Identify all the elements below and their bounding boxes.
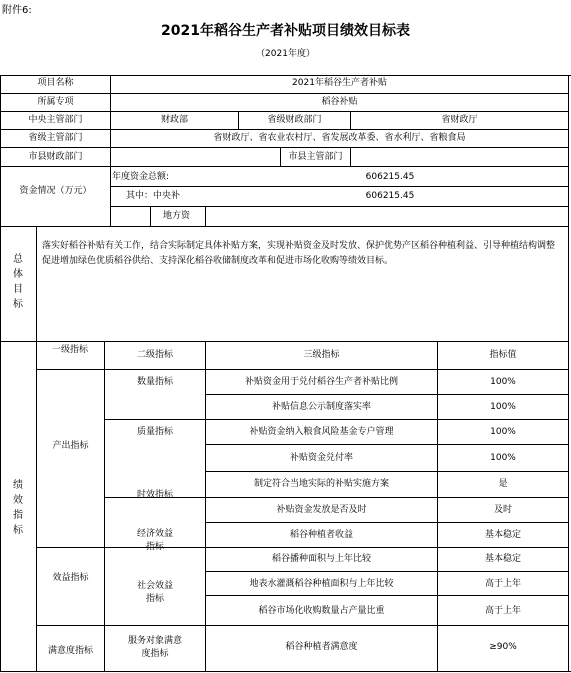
prov-dept-label: 省级主管部门: [28, 133, 83, 143]
page-subtitle: （2021年度）: [256, 49, 315, 59]
indicator-value: 是: [498, 479, 508, 489]
indicator-name: 补贴资金用于兑付稻谷生产者补贴比例: [244, 377, 398, 387]
central-dept-value: 财政部: [160, 115, 188, 125]
page-title: 2021年稻谷生产者补贴项目绩效目标表: [161, 23, 410, 39]
indicator-name: 补贴资金兑付率: [289, 453, 353, 463]
indicator-name: 稻谷种植者收益: [289, 530, 353, 540]
central-funds-value: 606215.45: [365, 191, 415, 201]
attachment-label: 附件6:: [2, 5, 32, 16]
indicator-value: 100%: [490, 377, 516, 387]
indicator-value: 高于上年: [484, 606, 521, 616]
timeliness-indicator-label: 时效指标: [136, 490, 173, 500]
header-level1: 一级指标: [52, 345, 89, 355]
annual-funds-value: 606215.45: [365, 172, 415, 182]
funds-label: 资金情况（万元）: [19, 186, 92, 196]
indicator-value: 100%: [490, 427, 516, 437]
project-name-label: 项目名称: [37, 78, 74, 88]
indicator-value: 基本稳定: [484, 530, 521, 540]
project-name-value: 2021年稻谷生产者补贴: [292, 78, 387, 88]
special-label: 所属专项: [37, 97, 74, 107]
indicator-value: ≥90%: [489, 642, 517, 652]
service-satisfaction-label: 服务对象满意度指标: [127, 636, 182, 659]
local-funds-label: 地方资: [163, 211, 191, 221]
indicator-value: 基本稳定: [484, 554, 521, 564]
performance-indicators-label: 绩效指标: [13, 480, 23, 536]
prov-finance-value: 省财政厅: [441, 115, 478, 125]
indicator-name: 制定符合当地实际的补贴实施方案: [253, 479, 389, 489]
benefit-indicators-label: 效益指标: [52, 573, 89, 583]
indicator-name: 稻谷种植者满意度: [285, 642, 358, 652]
overall-goal-text: 落实好稻谷补贴有关工作，结合实际制定具体补贴方案，实现补贴资金及时发放、保护优势产区稻谷种植利益、引导种植结构调整促进增加绿色优质稻谷供给、支持深化稻谷收储制度改革和促进市场化收购等绩效目标。: [42, 241, 556, 266]
indicator-name: 补贴信息公示制度落实率: [271, 402, 371, 412]
indicator-value: 100%: [490, 402, 516, 412]
quality-indicator-label: 质量指标: [136, 427, 173, 437]
city-dept-label: 市县主管部门: [288, 152, 343, 162]
satisfaction-indicators-label: 满意度指标: [47, 646, 93, 656]
indicator-value: 高于上年: [484, 579, 521, 589]
central-dept-label: 中央主管部门: [28, 115, 83, 125]
indicator-value: 及时: [493, 505, 512, 515]
special-value: 稻谷补贴: [321, 97, 358, 107]
indicator-value: 100%: [490, 453, 516, 463]
overall-goal-label: 总体目标: [13, 254, 23, 310]
output-indicators-label: 产出指标: [52, 441, 89, 451]
economic-benefit-label: 经济效益指标: [136, 529, 173, 552]
indicator-name: 补贴资金纳入粮食风险基金专户管理: [249, 427, 394, 437]
header-level2: 二级指标: [136, 350, 173, 360]
city-finance-label: 市县财政部门: [28, 152, 83, 162]
prov-dept-value: 省财政厅、省农业农村厅、省发展改革委、省水利厅、省粮食局: [213, 133, 466, 143]
social-benefit-label: 社会效益指标: [136, 581, 173, 604]
prov-finance-label: 省级财政部门: [267, 115, 322, 125]
quantity-indicator-label: 数量指标: [136, 377, 173, 387]
indicator-name: 稻谷播种面积与上年比较: [271, 554, 371, 564]
header-level3: 三级指标: [303, 350, 340, 360]
header-value: 指标值: [489, 350, 517, 360]
indicator-name: 补贴资金发放是否及时: [276, 505, 367, 515]
central-funds-label: 其中：中央补: [126, 191, 181, 201]
annual-funds-label: 年度资金总额:: [112, 172, 170, 182]
indicator-name: 稻谷市场化收购数量占产量比重: [258, 606, 385, 616]
indicator-name: 地表水灌溉稻谷种植面积与上年比较: [249, 579, 394, 589]
